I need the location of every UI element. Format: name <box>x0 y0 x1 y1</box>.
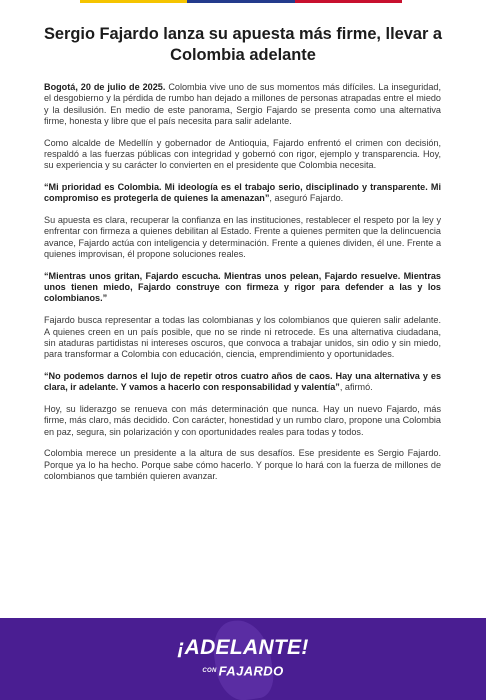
article-title: Sergio Fajardo lanza su apuesta más firme, llevar a Colombia adelante <box>43 25 443 64</box>
paragraph-intro <box>44 82 441 127</box>
quote-contrast: “Mientras unos gritan, Fajardo escucha. Mientras unos pelean, Fajardo resuelve. Mientras unos tienen miedo, Fajardo construye con firmeza y rigor para defender a las y los colombianos.” <box>44 270 441 304</box>
article-body <box>44 82 441 493</box>
dateline: Bogotá, 20 de julio de 2025. <box>44 82 166 92</box>
paragraph-proposal: Su apuesta es clara, recuperar la confianza en las instituciones, restablecer el respeto por la ley y enfrentar con firmeza a quienes debilitan al Estado. Frente a quienes permiten que la delincuencia avance, Fajardo actúa con inteligencia y determinación. Frente a quienes dividen, él une. Frente a quienes improvisan, él propone soluciones reales. <box>44 215 441 260</box>
campaign-logo-fajardo <box>0 662 486 680</box>
flag-blue-band <box>187 0 294 3</box>
quote-chaos-attribution: , afirmó. <box>339 382 373 393</box>
paragraph-leadership: Hoy, su liderazgo se renueva con más determinación que nunca. Hay un nuevo Fajardo, más firme, más claro, más decidido. Con carácter, honestidad y un rumbo claro, propone una Colombia en paz, segura, sin polarización y con oportunidades reales para todas y todos. <box>44 404 441 437</box>
quote-priority-paragraph <box>44 182 441 205</box>
flag-yellow-band <box>80 0 187 3</box>
quote-priority-attribution: , aseguró Fajardo. <box>269 193 344 204</box>
flag-stripe <box>80 0 402 3</box>
paragraph-experience: Como alcalde de Medellín y gobernador de Antioquia, Fajardo enfrentó el crimen con decisión, respaldó a las fuerzas públicas con integridad y gobernó con rigor, ejemplo y transparencia. Hoy, su experiencia y su carácter lo convierten en el presidente que Colombia necesita. <box>44 137 441 171</box>
paragraph-intro-text: Colombia vive uno de sus momentos más difíciles. La inseguridad, el desgobierno y la pérdida de rumbo han dejado a millones de personas atrapadas entre el miedo y la desilusión. En medio de este panorama, Sergio Fajardo se presenta como una alternativa firme, honesta y libre que el país necesita para salir adelante. <box>44 82 442 126</box>
quote-priority: “Mi prioridad es Colombia. Mi ideología es el trabajo serio, disciplinado y transparente. Mi compromiso es protegerla de quienes la amenazan” <box>44 182 441 204</box>
logo-fajardo-text: FAJARDO <box>218 663 284 679</box>
campaign-logo-adelante: ¡ADELANTE! <box>177 636 309 659</box>
campaign-footer <box>0 618 486 700</box>
flag-red-band <box>295 0 402 3</box>
quote-chaos: “No podemos darnos el lujo de repetir otros cuatro años de caos. Hay una alternativa y es clara, ir adelante. Y vamos a hacerlo con responsabilidad y valentía” <box>44 370 441 393</box>
quote-chaos-paragraph <box>44 371 441 394</box>
paragraph-closing: Colombia merece un presidente a la altura de sus desafíos. Ese presidente es Sergio Fajardo. Porque ya lo ha hecho. Porque sabe cómo hacerlo. Y porque lo hará con la fuerza de millones de colombianos que también quieren avanzar. <box>44 448 441 482</box>
paragraph-representation: Fajardo busca representar a todas las colombianas y los colombianos que quieren salir adelante. A quienes creen en un país posible, que no se rinde ni retrocede. Es una alternativa ciudadana, sin ataduras partidistas ni intereses oscuros, que convoca a trabajar unidos, sin odio y sin miedo, para transformar a Colombia con educación, ciencia, emprendimiento y oportunidades. <box>44 315 441 360</box>
logo-con-text: CON <box>202 667 217 674</box>
